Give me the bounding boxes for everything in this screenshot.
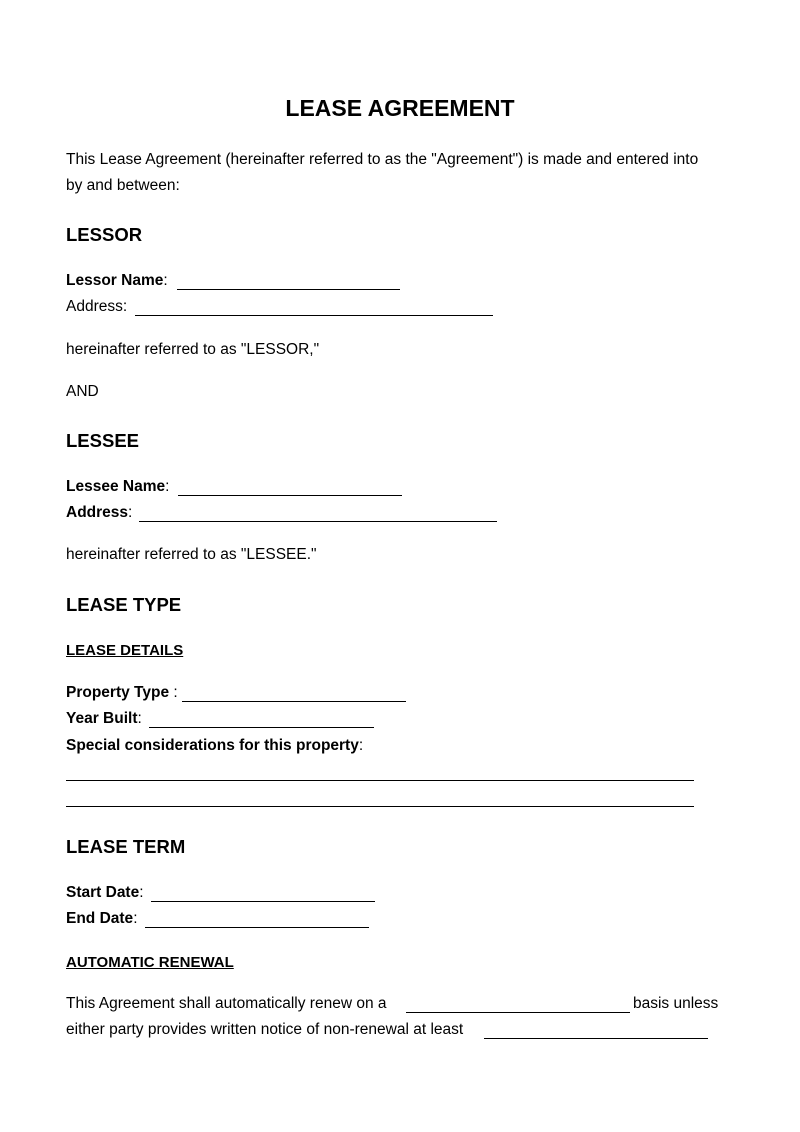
end-date-field[interactable] xyxy=(145,927,369,928)
renewal-line-1-start: This Agreement shall automatically renew on a xyxy=(66,995,387,1012)
lessor-name-field[interactable] xyxy=(177,289,400,290)
lessee-address-label: Address xyxy=(66,504,129,521)
year-built-row xyxy=(66,710,142,728)
year-built-label: Year Built xyxy=(66,710,138,727)
property-type-row xyxy=(66,684,178,702)
lease-details-heading: LEASE DETAILS xyxy=(66,642,184,659)
lessee-referred-text: hereinafter referred to as "LESSEE." xyxy=(66,546,317,563)
colon: : xyxy=(139,884,144,901)
intro-line-2: by and between: xyxy=(66,177,180,194)
lease-type-heading: LEASE TYPE xyxy=(66,594,182,615)
property-type-label: Property Type xyxy=(66,684,174,701)
renewal-notice-field[interactable] xyxy=(484,1038,708,1039)
start-date-label: Start Date xyxy=(66,884,140,901)
lease-term-heading: LEASE TERM xyxy=(66,836,186,857)
colon: : xyxy=(137,710,142,727)
lessor-name-row xyxy=(66,272,168,290)
lessee-name-label: Lessee Name xyxy=(66,478,166,495)
intro-line-1: This Lease Agreement (hereinafter referred to as the "Agreement") is made and entered into xyxy=(66,151,699,168)
renewal-line-2-start: either party provides written notice of non-renewal at least xyxy=(66,1021,464,1038)
end-date-row xyxy=(66,910,138,928)
lessor-address-field[interactable] xyxy=(135,315,493,316)
colon: : xyxy=(128,504,133,521)
colon: : xyxy=(133,910,138,927)
renewal-basis-field[interactable] xyxy=(406,1012,630,1013)
renewal-line-1-end: basis unless xyxy=(633,995,719,1012)
lessee-heading: LESSEE xyxy=(66,430,139,451)
and-text: AND xyxy=(66,383,99,400)
special-considerations-label: Special considerations for this property xyxy=(66,737,359,754)
end-date-label: End Date xyxy=(66,910,134,927)
document-title: LEASE AGREEMENT xyxy=(285,95,515,121)
start-date-field[interactable] xyxy=(151,901,375,902)
lessor-referred-text: hereinafter referred to as "LESSOR," xyxy=(66,341,320,358)
colon: : xyxy=(165,478,170,495)
lessor-address-label: Address: xyxy=(66,298,128,315)
lessee-name-field[interactable] xyxy=(178,495,402,496)
special-considerations-row xyxy=(66,737,363,755)
colon: : xyxy=(358,737,364,754)
lessee-address-field[interactable] xyxy=(139,521,497,522)
colon: : xyxy=(173,684,178,701)
lessor-name-label: Lessor Name xyxy=(66,272,164,289)
lessee-name-row xyxy=(66,478,169,496)
year-built-field[interactable] xyxy=(149,727,374,728)
lessee-address-row xyxy=(66,504,132,522)
property-type-field[interactable] xyxy=(182,701,406,702)
colon: : xyxy=(163,272,168,289)
start-date-row xyxy=(66,884,144,902)
automatic-renewal-heading: AUTOMATIC RENEWAL xyxy=(66,954,234,971)
lessor-heading: LESSOR xyxy=(66,224,143,245)
special-considerations-line-1[interactable] xyxy=(66,780,694,781)
special-considerations-line-2[interactable] xyxy=(66,806,694,807)
